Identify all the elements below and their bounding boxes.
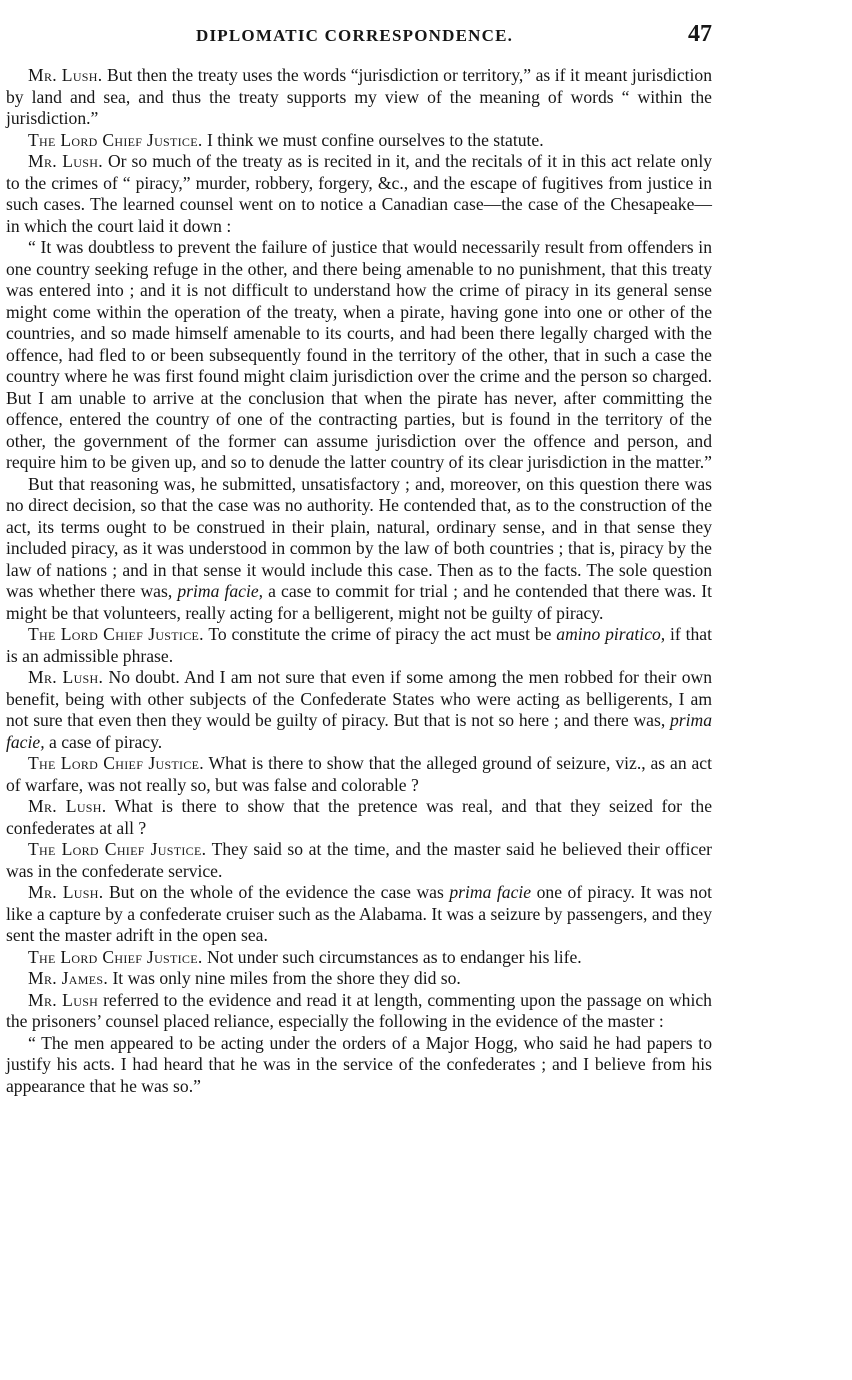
text-run: one of piracy. It was not like a capture by a confederate cruiser such as the Alabama. It was a seizure by passengers, and they sent the master adrift in the open sea.	[6, 882, 713, 945]
speaker-name: Mr. Lush.	[28, 65, 103, 85]
speech-paragraph	[6, 667, 712, 753]
speech-paragraph	[6, 130, 712, 152]
text-run: No doubt. And I am not sure that even if some among the men robbed for their own benefit, being with other subjects of the Confederate States who were acting as belligerents, I am not sure that even then they would be guilty of piracy. But that is not so here ; and there was,	[6, 667, 712, 730]
text-run: Or so much of the treaty as is recited in it, and the recitals of it in this act relate only to the crimes of “ piracy,” murder, robbery, forgery, &c., and the escape of fugitives from justice in such cases. The learned counsel went on to notice a Canadian case—the case of the Chesapeake—in which the court laid it down :	[6, 151, 713, 236]
text-run: What is there to show that the alleged ground of seizure, viz., as an act of warfare, was not really so, but was false and colorable ?	[6, 753, 712, 795]
document-body	[6, 65, 712, 1097]
speaker-name: The Lord Chief Justice.	[28, 129, 203, 150]
speech-paragraph	[6, 624, 712, 667]
block-quote	[6, 237, 712, 474]
speaker-name: The Lord Chief Justice.	[28, 946, 203, 967]
speech-paragraph	[6, 882, 712, 947]
text-run: referred to the evidence and read it at length, commenting upon the passage on which the prisoners’ counsel placed reliance, especially the following in the evidence of the master :	[6, 989, 712, 1031]
block-quote	[6, 1033, 712, 1098]
text-run: It was only nine miles from the shore they did so.	[112, 968, 461, 988]
text-run: What is there to show that the pretence was real, and that they seized for the confederates at all ?	[6, 796, 712, 838]
text-run: I think we must confine ourselves to the statute.	[206, 129, 544, 150]
speaker-name: The Lord Chief Justice.	[28, 839, 207, 859]
page-header	[6, 22, 712, 50]
text-run: “ The men appeared to be acting under the orders of a Major Hogg, who said he had papers to justify his acts. I had heard that he was in the service of the confederates ; and I believe from his appearance that he was so.”	[6, 1032, 712, 1096]
text-run: They said so at the time, and the master said he believed their officer was in the confederate service.	[6, 839, 712, 881]
italic-phrase: amino piratico,	[556, 624, 666, 644]
text-run: “ It was doubtless to prevent the failure of justice that would necessarily result from offenders in one country seeking refuge in the other, and there being amenable to no punishment, that this treaty was entered into ; and it is not difficult to understand how the crime of piracy in its general sense might come within the operation of the treaty, when a pirate, having gone into one or other of the countries, and so made himself amenable to its courts, and had been there legally charged with the offence, had fled to or been subsequently found in the territory of the other, that in such a case the country where he was first found might claim jurisdiction over the crime and the person so charged. But I am unable to arrive at the conclusion that when the pirate has never, after committing the offence, entered the country of one of the contracting parties, but is found in the territory of the other, the government of the former can assume jurisdiction over the offence and person, and require him to be given up, and so to denude the latter country of its clear jurisdiction in the matter.”	[6, 237, 712, 472]
text-run: But then the treaty uses the words “jurisdiction or territory,” as if it meant jurisdiction by land and sea, and thus the treaty supports my view of the meaning of words “ within the jurisdiction.”	[6, 65, 713, 128]
text-run: But on the whole of the evidence the case was	[108, 882, 450, 902]
italic-phrase: prima facie,	[6, 710, 712, 752]
speech-paragraph	[6, 947, 712, 969]
narrative-paragraph	[6, 474, 712, 625]
speech-paragraph	[6, 151, 712, 237]
text-run: a case of piracy.	[44, 731, 163, 752]
speech-paragraph	[6, 839, 712, 882]
running-title: DIPLOMATIC CORRESPONDENCE.	[196, 26, 514, 45]
speech-paragraph	[6, 968, 712, 990]
page-number: 47	[688, 21, 712, 47]
speaker-name: Mr. Lush.	[28, 667, 104, 687]
italic-phrase: prima facie,	[177, 581, 264, 601]
text-run: But that reasoning was, he submitted, unsatisfactory ; and, moreover, on this question there was no direct decision, so that the case was no authority. He contended that, as to the construction of the act, its terms ought to be construed in their plain, natural, ordinary sense, and in that sense they included piracy, as it was understood in common by the law of both countries ; that is, piracy by the law of nations ; and in that sense it would include this case. Then as to the facts. The sole question was whether there was,	[6, 473, 712, 601]
speaker-name: Mr. Lush.	[28, 882, 104, 902]
italic-phrase: prima facie	[449, 882, 532, 902]
speech-paragraph	[6, 990, 712, 1033]
speaker-name: Mr. Lush.	[28, 151, 103, 171]
quote-text	[6, 237, 712, 474]
speaker-name: The Lord Chief Justice.	[28, 753, 204, 773]
speaker-name: The Lord Chief Justice.	[28, 624, 204, 644]
speaker-name: Mr. Lush	[28, 989, 99, 1010]
text-run: if that is an admissible phrase.	[6, 624, 712, 666]
text-run: Not under such circumstances as to endanger his life.	[206, 946, 582, 967]
speech-paragraph	[6, 65, 712, 130]
speech-paragraph	[6, 796, 712, 839]
text-run: a case to commit for trial ; and he contended that there was. It might be that volunteers, really acting for a belligerent, might not be guilty of piracy.	[6, 581, 712, 623]
speaker-name: Mr. James.	[28, 968, 109, 988]
text-run: To constitute the crime of piracy the act must be	[208, 624, 557, 644]
speaker-name: Mr. Lush.	[28, 796, 107, 816]
quote-text	[6, 1033, 712, 1098]
speech-paragraph	[6, 753, 712, 796]
